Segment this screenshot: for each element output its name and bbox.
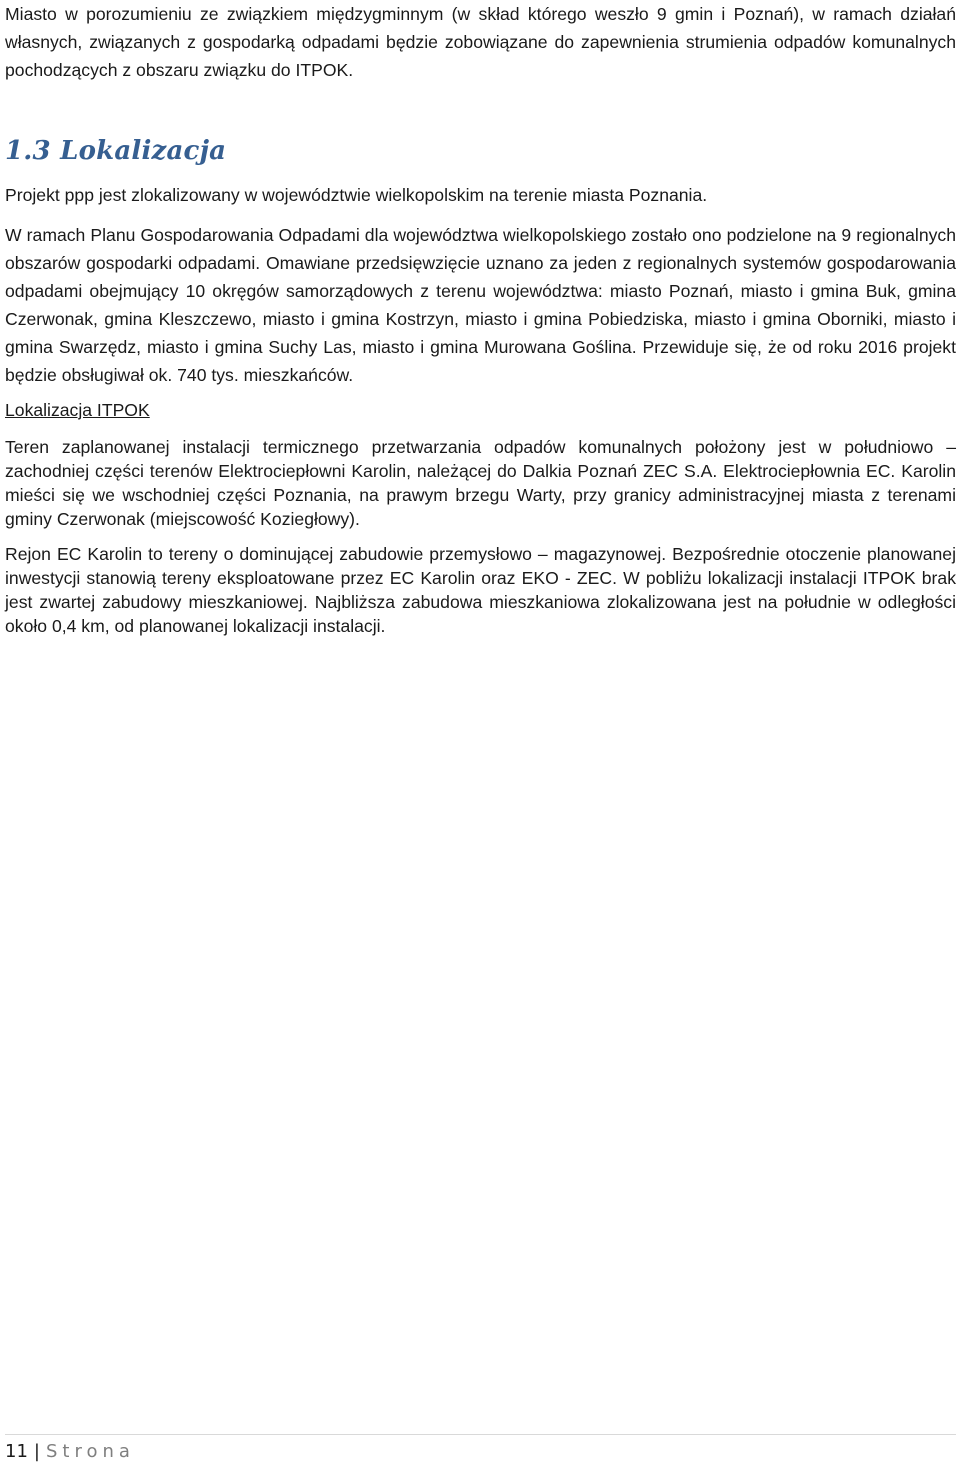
page-word: Strona	[45, 1441, 135, 1462]
paragraph-rejon: Rejon EC Karolin to tereny o dominującej zabudowie przemysłowo – magazynowej. Bezpośrednie otoczenie planowanej inwestycji stanowią tereny eksploatowane przez EC Karolin oraz EKO - ZEC. W pobliżu lokalizacji instalacji ITPOK brak jest zwartej zabudowy mieszkaniowej. Najbliższa zabudowa mieszkaniowa zlokalizowana jest na południe w odległości około 0,4 km, od planowanej lokalizacji instalacji.	[5, 544, 956, 636]
paragraph-planu: W ramach Planu Gospodarowania Odpadami dla województwa wielkopolskiego zostało ono podzielone na 9 regionalnych obszarów gospodarki odpadami. Omawiane przedsięwzięcie uznano za jeden z regionalnych systemów gospodarowania odpadami obejmujący 10 okręgów samorządowych z terenu województwa: miasto Poznań, miasto i gmina Buk, gmina Czerwonak, gmina Kleszczewo, miasto i gmina Kostrzyn, miasto i gmina Pobiedziska, miasto i gmina Oborniki, miasto i gmina Swarzędz, miasto i gmina Suchy Las, miasto i gmina Murowana Goślina. Przewiduje się, że od roku 2016 projekt będzie obsługiwał ok. 740 tys. mieszkańców.	[5, 225, 956, 385]
paragraph-teren: Teren zaplanowanej instalacji termicznego przetwarzania odpadów komunalnych położony jest w południowo – zachodniej części terenów Elektrociepłowni Karolin, należącej do Dalkia Poznań ZEC S.A. Elektrociepłownia EC. Karolin mieści się we wschodniej części Poznania, na prawym brzegu Warty, przy granicy administracyjnej miasta z terenami gminy Czerwonak (miejscowość Koziegłowy).	[5, 437, 956, 529]
page-number: 11	[5, 1441, 28, 1462]
page-footer	[5, 1440, 135, 1464]
document-page	[5, 0, 956, 638]
paragraph-intro: Miasto w porozumieniu ze związkiem międzygminnym (w skład którego weszło 9 gmin i Poznań), w ramach działań własnych, związanych z gospodarką odpadami będzie zobowiązane do zapewnienia strumienia odpadów komunalnych pochodzących z obszaru związku do ITPOK.	[5, 4, 956, 80]
paragraph-projekt: Projekt ppp jest zlokalizowany w województwie wielkopolskim na terenie miasta Poznania.	[5, 185, 708, 205]
footer-divider	[5, 1434, 956, 1435]
subheading-lokalizacja-itpok: Lokalizacja ITPOK	[5, 400, 150, 420]
section-heading: 1.3 Lokalizacja	[5, 136, 227, 166]
footer-separator: |	[33, 1441, 40, 1462]
